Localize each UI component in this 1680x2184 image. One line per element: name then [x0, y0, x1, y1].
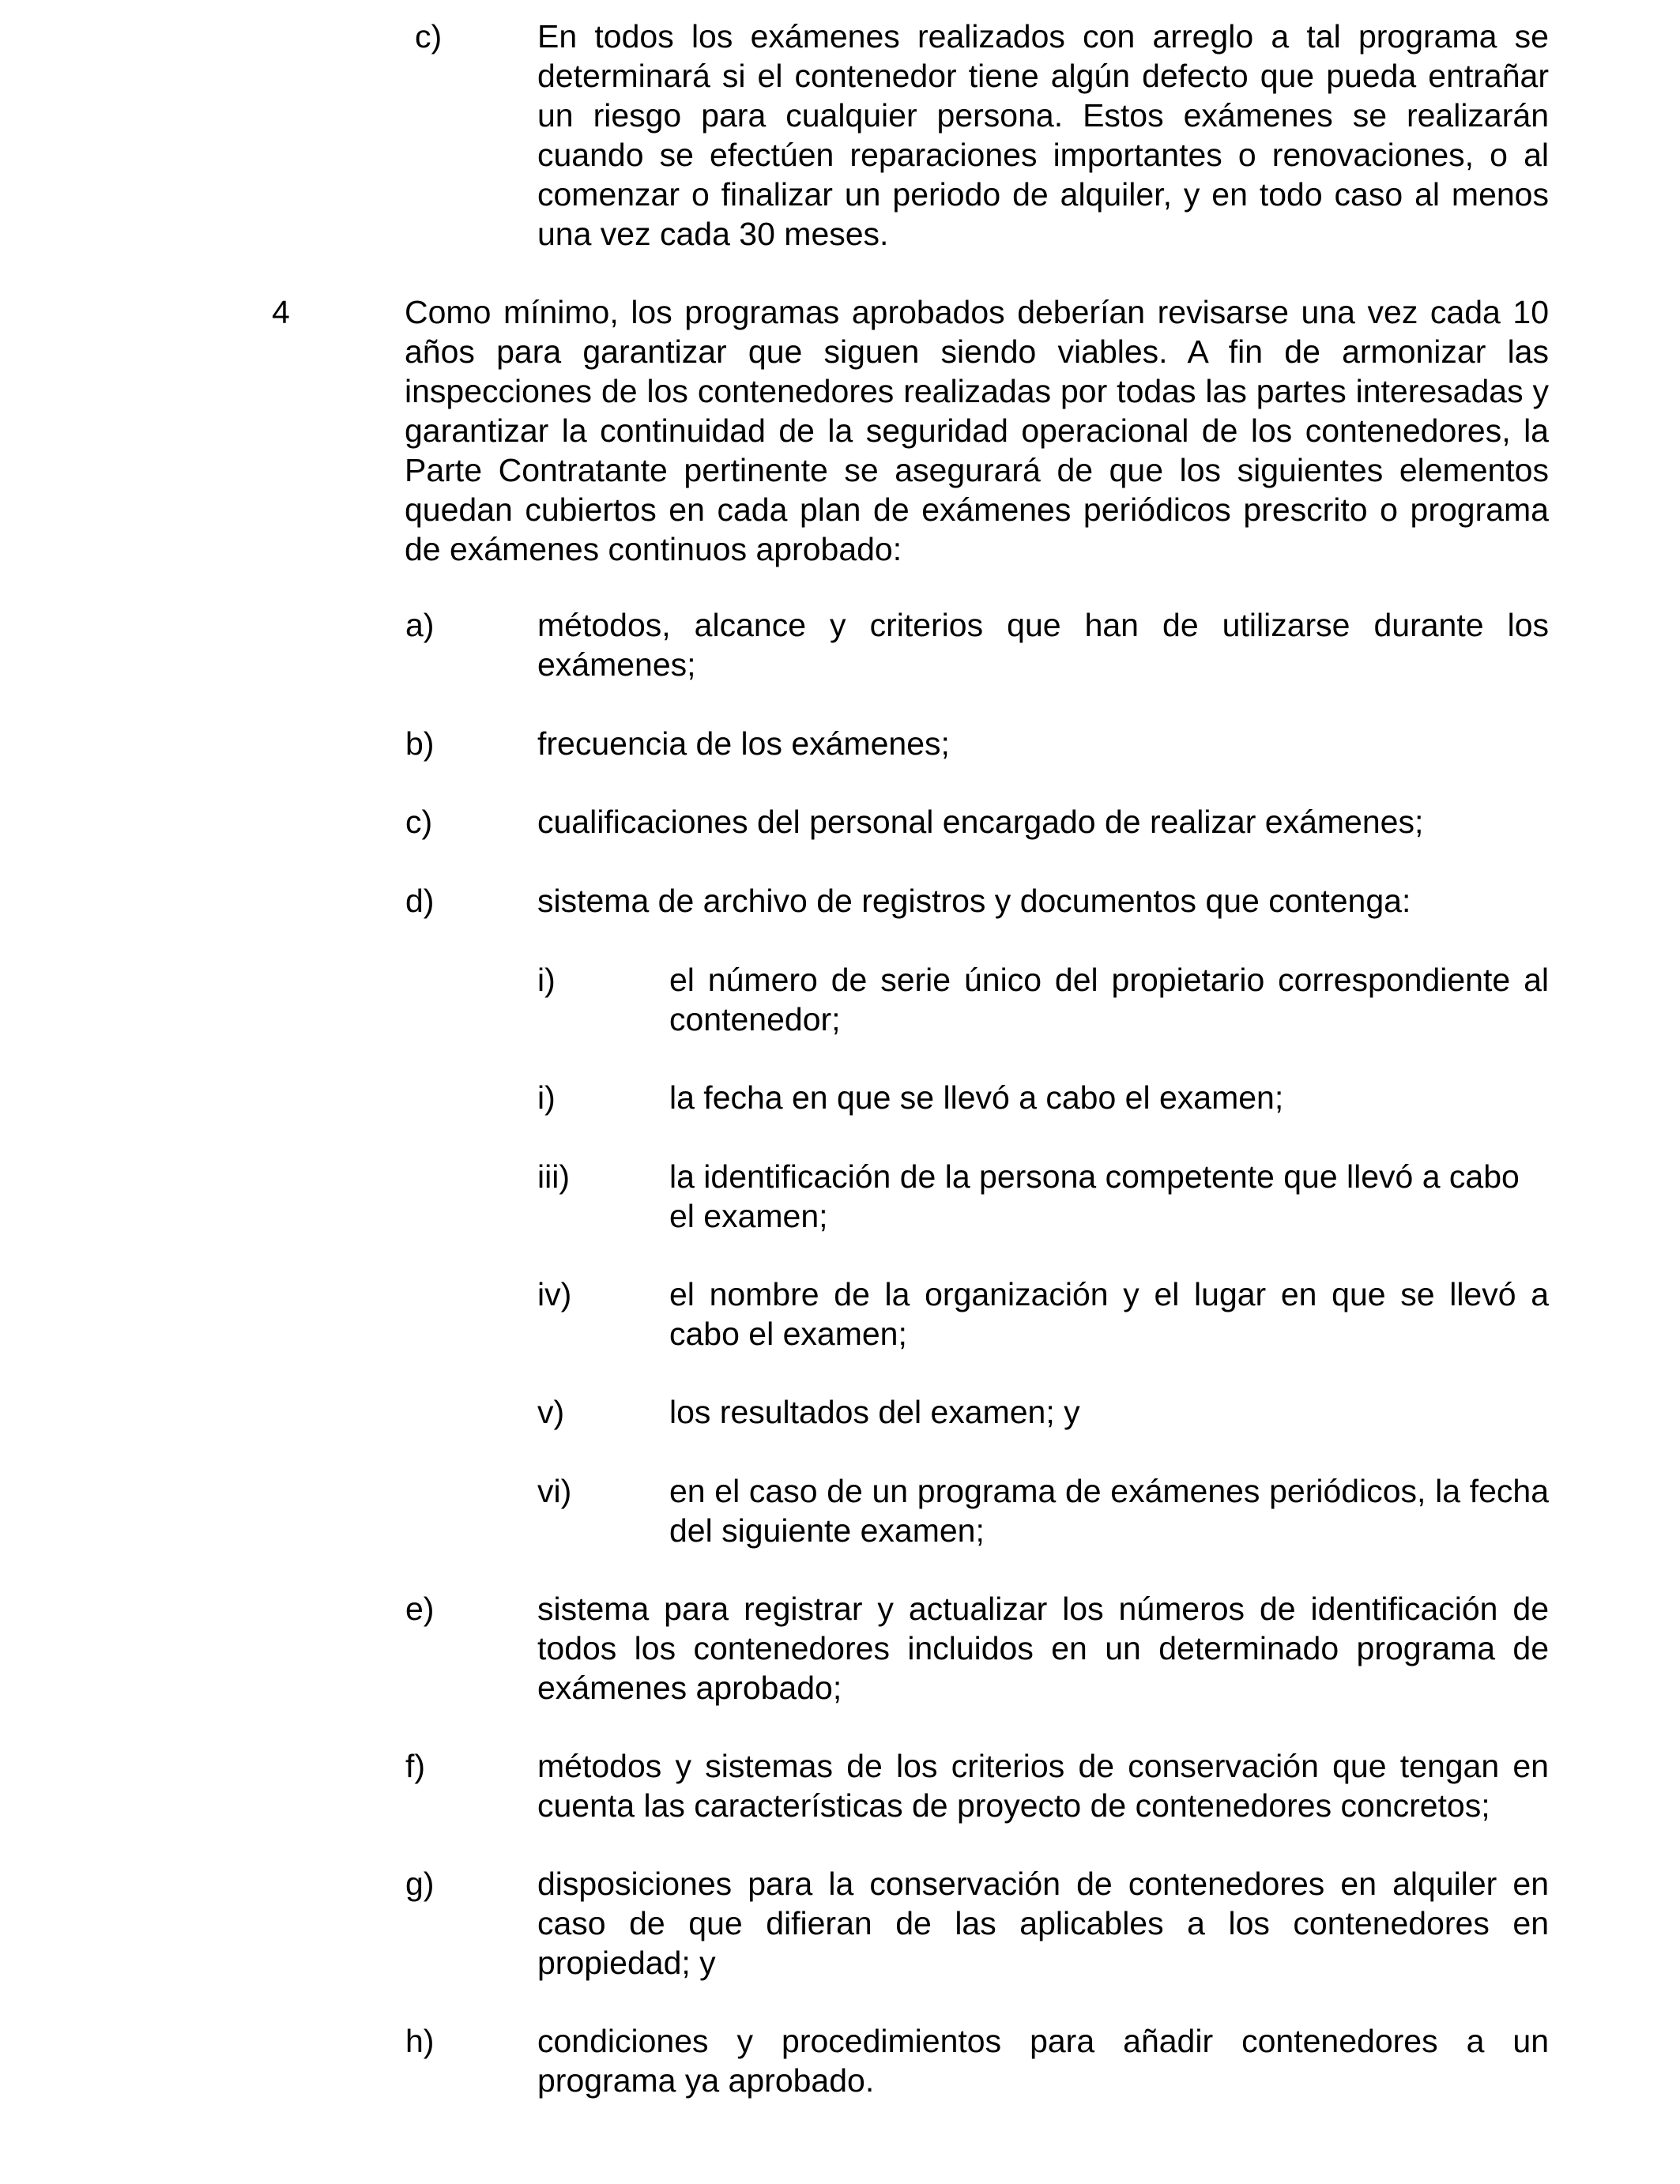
sub-item-text: la fecha en que se llevó a cabo el examen;	[669, 1079, 1284, 1116]
sub-item-text: el número de serie único del propietario correspondiente al contenedor;	[669, 962, 1549, 1037]
item-text: métodos, alcance y criterios que han de utilizarse durante los exámenes;	[537, 607, 1549, 683]
item-text: En todos los exámenes realizados con arreglo a tal programa se determinará si el contenedor tiene algún defecto que pueda entrañar un riesgo para cualquier persona. Estos exámenes se realizarán cuando se efectúen reparaciones importantes o renovaciones, o al comenzar o finalizar un periodo de alquiler, y en todo caso al menos una vez cada 30 meses.	[537, 18, 1549, 252]
sub-item-text: en el caso de un programa de exámenes periódicos, la fecha del siguiente examen;	[669, 1473, 1549, 1549]
item-text: sistema de archivo de registros y documentos que contenga:	[537, 883, 1411, 919]
item-marker: b)	[405, 725, 435, 762]
item-marker: f)	[405, 1748, 426, 1784]
item-text: métodos y sistemas de los criterios de conservación que tengan en cuenta las características de proyecto de contenedores concretos;	[537, 1748, 1549, 1824]
item-marker: c)	[415, 18, 443, 55]
sub-item-text: el nombre de la organización y el lugar en que se llevó a cabo el examen;	[669, 1276, 1549, 1352]
item-marker: a)	[405, 607, 435, 643]
sub-item-marker: iv)	[537, 1276, 572, 1312]
item-marker: e)	[405, 1591, 435, 1627]
item-text: cualificaciones del personal encargado de realizar exámenes;	[537, 804, 1424, 840]
paragraph-number: 4	[272, 294, 290, 330]
sub-item-text: la identificación de la persona competente que llevó a cabo el examen;	[669, 1158, 1520, 1234]
sub-item-marker: iii)	[537, 1158, 570, 1195]
item-text: sistema para registrar y actualizar los números de identificación de todos los contenedores incluidos en un determinado programa de exámenes aprobado;	[537, 1591, 1549, 1706]
item-marker: c)	[405, 804, 433, 840]
item-marker: h)	[405, 2023, 435, 2059]
sub-item-marker: v)	[537, 1394, 565, 1430]
sub-item-marker: i)	[537, 962, 556, 998]
item-marker: d)	[405, 883, 435, 919]
item-text: condiciones y procedimientos para añadir contenedores a un programa ya aprobado.	[537, 2023, 1549, 2099]
item-text: disposiciones para la conservación de contenedores en alquiler en caso de que difieran de las aplicables a los contenedores en propiedad; y	[537, 1866, 1549, 1981]
sub-item-marker: vi)	[537, 1473, 572, 1509]
sub-item-marker: i)	[537, 1079, 556, 1116]
sub-item-text: los resultados del examen; y	[669, 1394, 1080, 1430]
item-text: frecuencia de los exámenes;	[537, 725, 950, 762]
paragraph-text: Como mínimo, los programas aprobados deberían revisarse una vez cada 10 años para garantizar que siguen siendo viables. A fin de armonizar las inspecciones de los contenedores realizadas por todas las partes interesadas y garantizar la continuidad de la seguridad operacional de los contenedores, la Parte Contratante pertinente se asegurará de que los siguientes elementos quedan cubiertos en cada plan de exámenes periódicos prescrito o programa de exámenes continuos aprobado:	[405, 294, 1549, 567]
item-marker: g)	[405, 1866, 435, 1902]
